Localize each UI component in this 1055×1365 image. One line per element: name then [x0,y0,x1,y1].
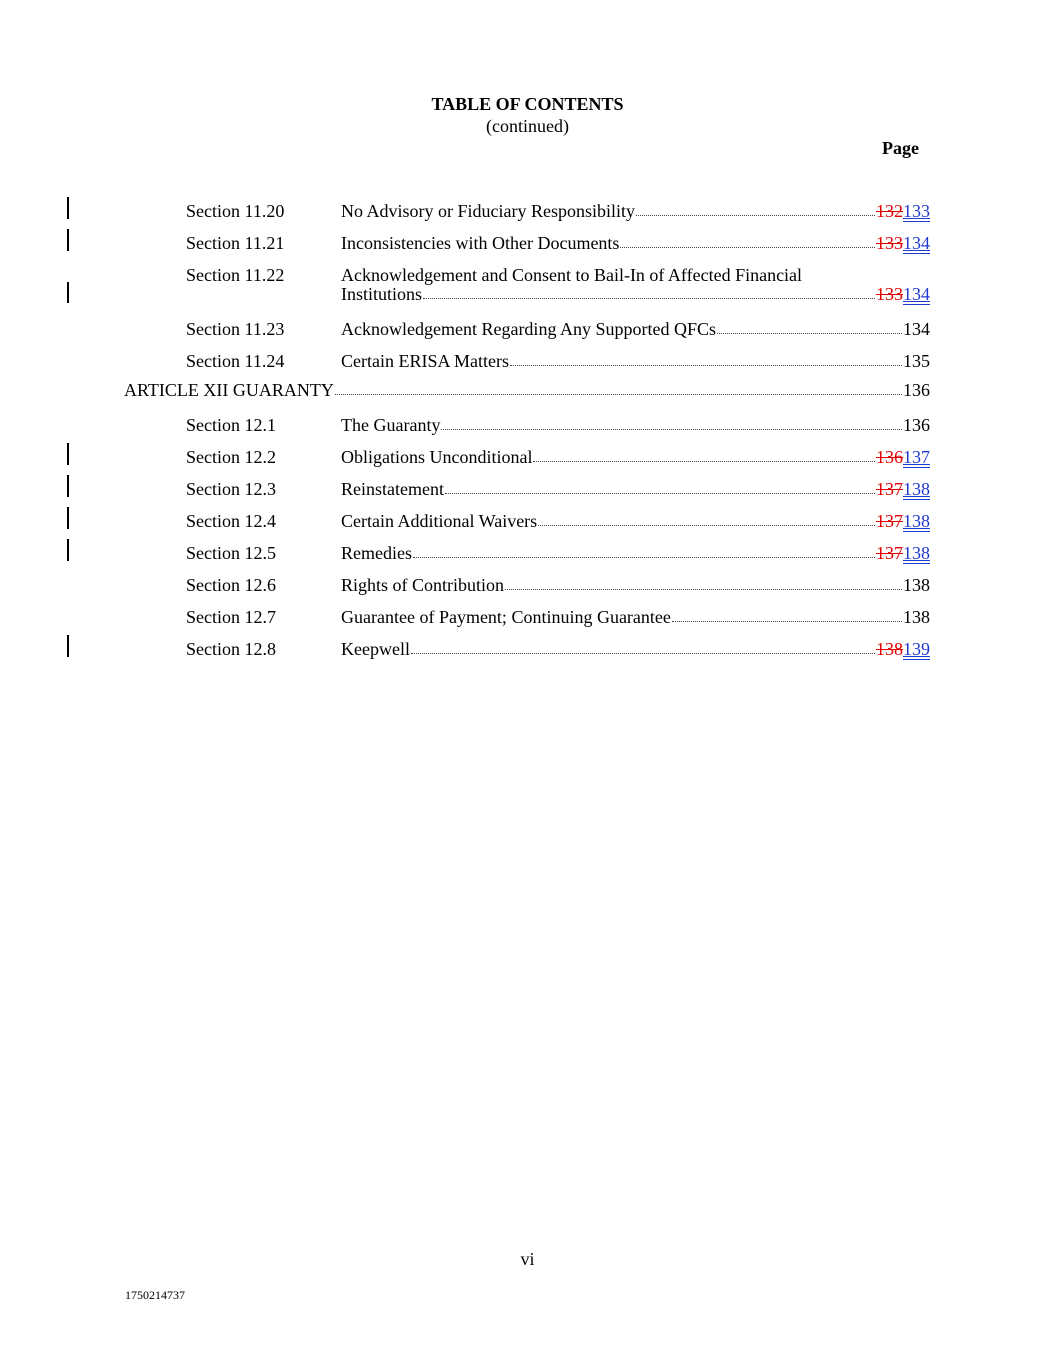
inserted-page-number: 134 [903,284,930,304]
page-number: 138 [903,575,930,595]
leader-dots [441,429,902,430]
section-number: Section 12.3 [186,479,276,499]
leader-dots [533,461,875,462]
change-bar [67,443,69,465]
section-number: Section 12.6 [186,575,276,595]
section-title: Obligations Unconditional [341,447,533,467]
section-title: Guarantee of Payment; Continuing Guarantee [341,607,671,627]
change-bar [67,282,69,303]
section-number: Section 11.24 [186,351,285,371]
section-number: Section 12.1 [186,415,276,435]
section-title: Remedies [341,543,412,563]
inserted-page-number: 133 [903,201,930,221]
toc-title: TABLE OF CONTENTS [431,94,624,114]
leader-dots [335,394,902,395]
section-title: Keepwell [341,639,410,659]
leader-dots [636,215,875,216]
section-number: Section 11.20 [186,201,285,221]
deleted-page-number: 137 [876,543,903,563]
section-title: The Guaranty [341,415,441,435]
section-title: Institutions [341,284,423,304]
leader-dots [538,525,875,526]
section-title: Certain Additional Waivers [341,511,538,531]
change-bar [67,539,69,561]
inserted-page-number: 138 [903,479,930,499]
inserted-page-number: 138 [903,511,930,531]
section-number: Section 12.5 [186,543,276,563]
section-title-line1: Acknowledgement and Consent to Bail-In of Affected Financial [341,265,803,285]
deleted-page-number: 136 [876,447,903,467]
change-bar [67,507,69,529]
change-bar [67,197,69,219]
toc-subtitle: (continued) [486,116,569,136]
leader-dots [445,493,875,494]
inserted-page-number: 137 [903,447,930,467]
leader-dots [620,247,875,248]
leader-dots [672,621,902,622]
deleted-page-number: 137 [876,511,903,531]
article-title: ARTICLE XII GUARANTY [124,380,334,400]
inserted-page-number: 139 [903,639,930,659]
page-number: 136 [903,415,930,435]
page-number: 134 [903,319,930,339]
section-number: Section 12.7 [186,607,276,627]
section-title: Acknowledgement Regarding Any Supported QFCs [341,319,716,339]
change-bar [67,475,69,497]
section-title: Inconsistencies with Other Documents [341,233,620,253]
leader-dots [510,365,902,366]
change-bar [67,229,69,251]
inserted-page-number: 138 [903,543,930,563]
page-number-footer: vi [520,1249,535,1269]
leader-dots [717,333,902,334]
section-number: Section 11.23 [186,319,285,339]
section-title: Certain ERISA Matters [341,351,509,371]
deleted-page-number: 132 [876,201,903,221]
deleted-page-number: 133 [876,233,903,253]
section-number: Section 12.2 [186,447,276,467]
section-number: Section 11.22 [186,265,285,285]
section-number: Section 11.21 [186,233,285,253]
section-title: Reinstatement [341,479,444,499]
deleted-page-number: 133 [876,284,903,304]
leader-dots [411,653,875,654]
deleted-page-number: 138 [876,639,903,659]
page-column-header: Page [882,138,919,158]
section-title: No Advisory or Fiduciary Responsibility [341,201,635,221]
page-number: 138 [903,607,930,627]
leader-dots [423,298,875,299]
deleted-page-number: 137 [876,479,903,499]
leader-dots [413,557,875,558]
section-number: Section 12.8 [186,639,276,659]
change-bar [67,635,69,657]
section-title: Rights of Contribution [341,575,505,595]
page-number: 135 [903,351,930,371]
section-number: Section 12.4 [186,511,276,531]
document-id: 1750214737 [125,1288,185,1302]
leader-dots [505,589,902,590]
page-number: 136 [903,380,930,400]
inserted-page-number: 134 [903,233,930,253]
